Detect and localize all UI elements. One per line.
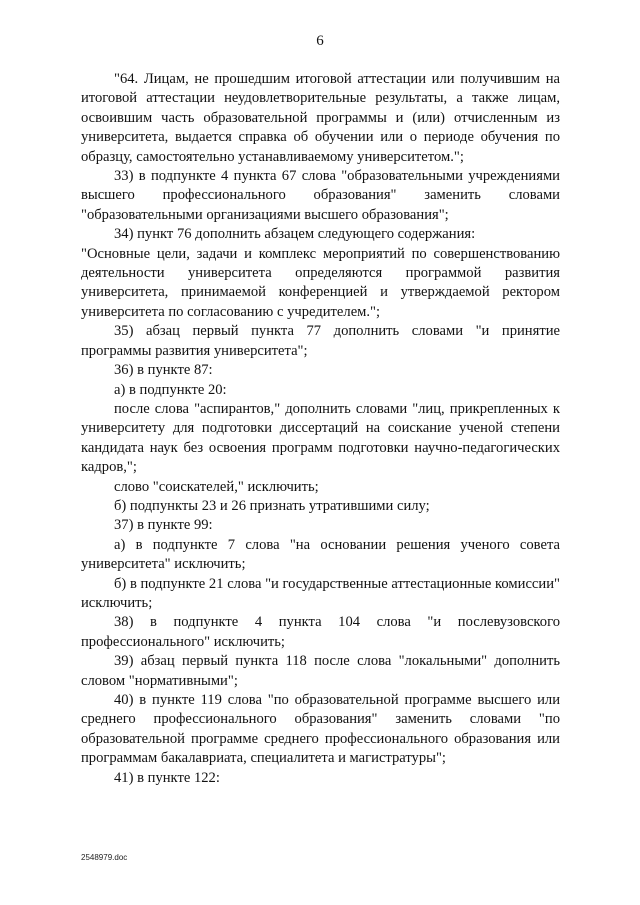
page-number: 6 xyxy=(316,33,324,49)
paragraph-item-41: 41) в пункте 122: xyxy=(114,769,220,786)
paragraph-item-35: 35) абзац первый пункта 77 дополнить словами "и принятие программы развития университета"; xyxy=(81,323,560,359)
paragraph-item-37: 37) в пункте 99: xyxy=(114,517,213,534)
paragraph-item-64: "64. Лицам, не прошедшим итоговой аттестации или получившим на итоговой аттестации неудовлетворительные результаты, а также лицам, освоившим часть образовательной программы и (или) отчисленным из университета, выдается справка об обучении или о периоде обучения по образцу, самостоятельно устанавливаемому университетом."; xyxy=(81,71,560,165)
paragraph-item-33: 33) в подпункте 4 пункта 67 слова "образовательными учреждениями высшего профессионального образования" заменить словами "образовательными организациями высшего образования"; xyxy=(81,168,560,223)
paragraph-item-36b: б) подпункты 23 и 26 признать утратившими силу; xyxy=(114,497,430,514)
paragraph-item-40: 40) в пункте 119 слова "по образовательной программе высшего или среднего профессионального образования" заменить словами "по образовательной программе среднего профессионального образования или программам бакалавриата, специалитета и магистратуры"; xyxy=(81,692,560,767)
paragraph-item-39: 39) абзац первый пункта 118 после слова "локальными" дополнить словом "нормативными"; xyxy=(81,653,560,689)
paragraph-item-37a: а) в подпункте 7 слова "на основании решения ученого совета университета" исключить; xyxy=(81,536,560,573)
document-body xyxy=(81,70,560,788)
paragraph-item-34: 34) пункт 76 дополнить абзацем следующего содержания: xyxy=(114,226,476,243)
paragraph-item-37b: б) в подпункте 21 слова "и государственные аттестационные комиссии" исключить; xyxy=(81,575,560,611)
paragraph-item-38: 38) в подпункте 4 пункта 104 слова "и послевузовского профессионального" исключить; xyxy=(81,614,560,650)
paragraph-item-36: 36) в пункте 87: xyxy=(114,362,213,379)
document-filename: 2548979.doc xyxy=(81,853,128,862)
paragraph-item-36a-remove: слово "соискателей," исключить; xyxy=(114,478,319,495)
paragraph-item-36a: а) в подпункте 20: xyxy=(114,381,227,398)
paragraph-quote-76: "Основные цели, задачи и комплекс мероприятий по совершенствованию деятельности университета определяются программой развития университета, принимаемой конференцией и утверждаемой ректором университета по согласованию с учредителем."; xyxy=(81,245,560,320)
paragraph-item-36a-add: после слова "аспирантов," дополнить словами "лиц, прикрепленных к университету для подготовки диссертаций на соискание ученой степени кандидата наук без освоения программ подготовки научно-педагогических кадров,"; xyxy=(81,400,560,476)
